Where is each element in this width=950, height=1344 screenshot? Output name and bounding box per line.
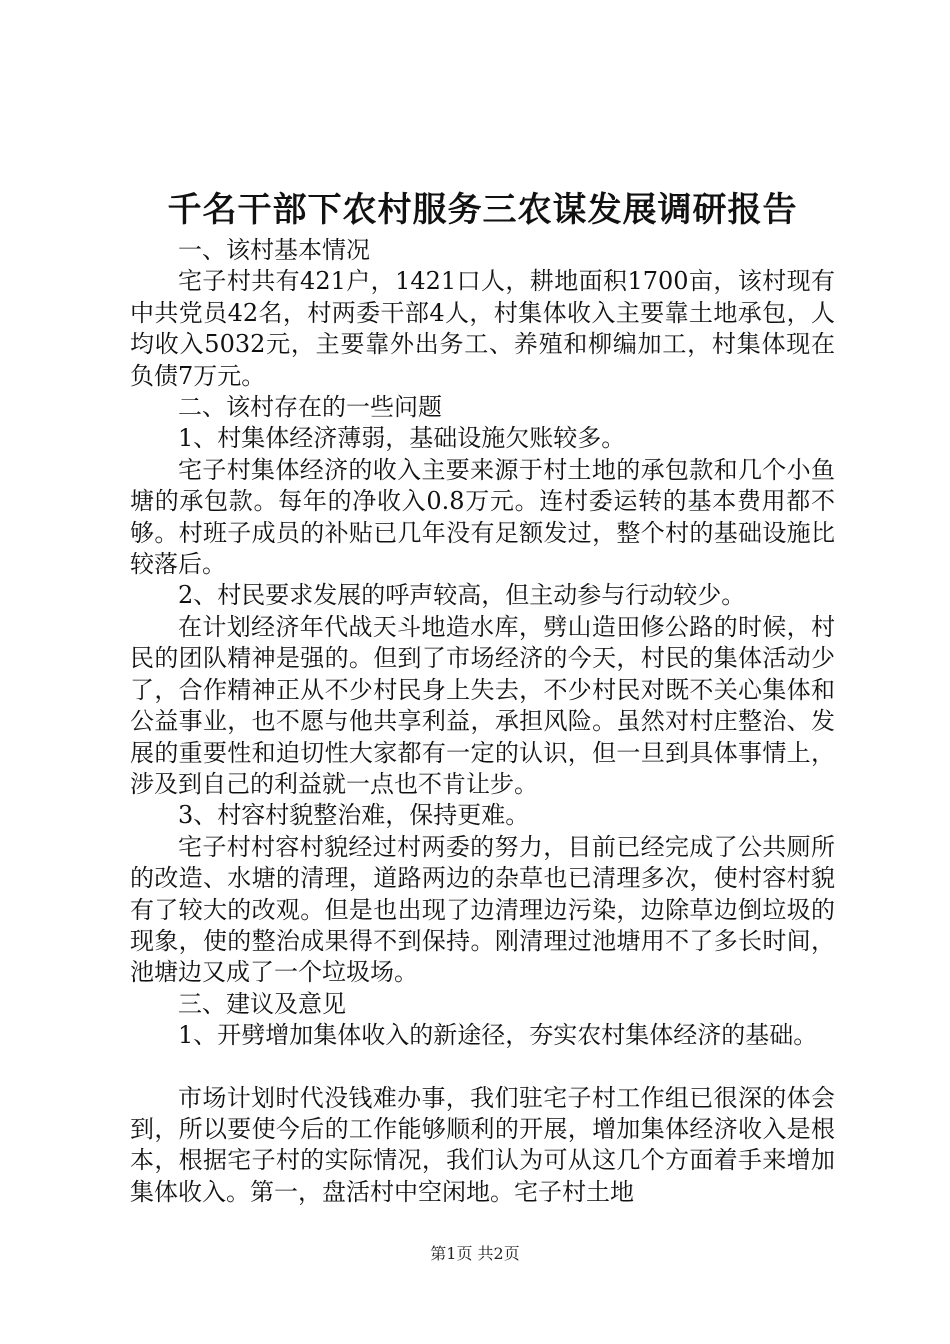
paragraph-problem-2: 在计划经济年代战天斗地造水库，劈山造田修公路的时候，村民的团队精神是强的。但到了市场经济的今天，村民的集体活动少了，合作精神正从不少村民身上失去，不少村民对既不关心集体和公益事业，也不愿与他共享利益，承担风险。虽然对村庄整治、发展的重要性和迫切性大家都有一定的认识，但一旦到具体事情上，涉及到自己的利益就一点也不肯让步。 xyxy=(130,612,835,798)
paragraph-problem-3: 宅子村村容村貌经过村两委的努力，目前已经完成了公共厕所的改造、水塘的清理，道路两边的杂草也已清理多次，使村容村貌有了较大的改观。但是也出现了边清理边污染，边除草边倒垃圾的现象，使的整治成果得不到保持。刚清理过池塘用不了多长时间，池塘边又成了一个垃圾场。 xyxy=(130,832,835,987)
page-footer: 第1页 共2页 xyxy=(430,1244,520,1263)
section-heading-problems: 二、该村存在的一些问题 xyxy=(178,393,442,422)
document-title: 千名干部下农村服务三农谋发展调研报告 xyxy=(167,190,798,230)
paragraph-problem-1: 宅子村集体经济的收入主要来源于村土地的承包款和几个小鱼塘的承包款。每年的净收入0.8万元。连村委运转的基本费用都不够。村班子成员的补贴已几年没有足额发过，整个村的基础设施比较落后。 xyxy=(130,455,835,579)
paragraph-suggestion-1: 市场计划时代没钱难办事，我们驻宅子村工作组已很深的体会到，所以要使今后的工作能够顺利的开展，增加集体经济收入是根本，根据宅子村的实际情况，我们认为可从这几个方面着手来增加集体收入。第一，盘活村中空闲地。宅子村土地 xyxy=(130,1083,835,1206)
section-heading-basic-info: 一、该村基本情况 xyxy=(178,236,370,264)
subheading-suggestion-1: 1、开劈增加集体收入的新途径，夯实农村集体经济的基础。 xyxy=(178,1021,818,1050)
subheading-problem-2: 2、村民要求发展的呼声较高，但主动参与行动较少。 xyxy=(178,581,746,610)
paragraph-basic-info: 宅子村共有421户，1421口人，耕地面积1700亩，该村现有中共党员42名，村两委干部4人，村集体收入主要靠土地承包，人均收入5032元，主要靠外出务工、养殖和柳编加工，村集体现在负债7万元。 xyxy=(130,267,835,390)
subheading-problem-1: 1、村集体经济薄弱，基础设施欠账较多。 xyxy=(178,424,626,453)
section-heading-suggestions: 三、建议及意见 xyxy=(178,989,346,1018)
document-body xyxy=(130,235,835,1208)
subheading-problem-3: 3、村容村貌整治难，保持更难。 xyxy=(178,801,530,830)
